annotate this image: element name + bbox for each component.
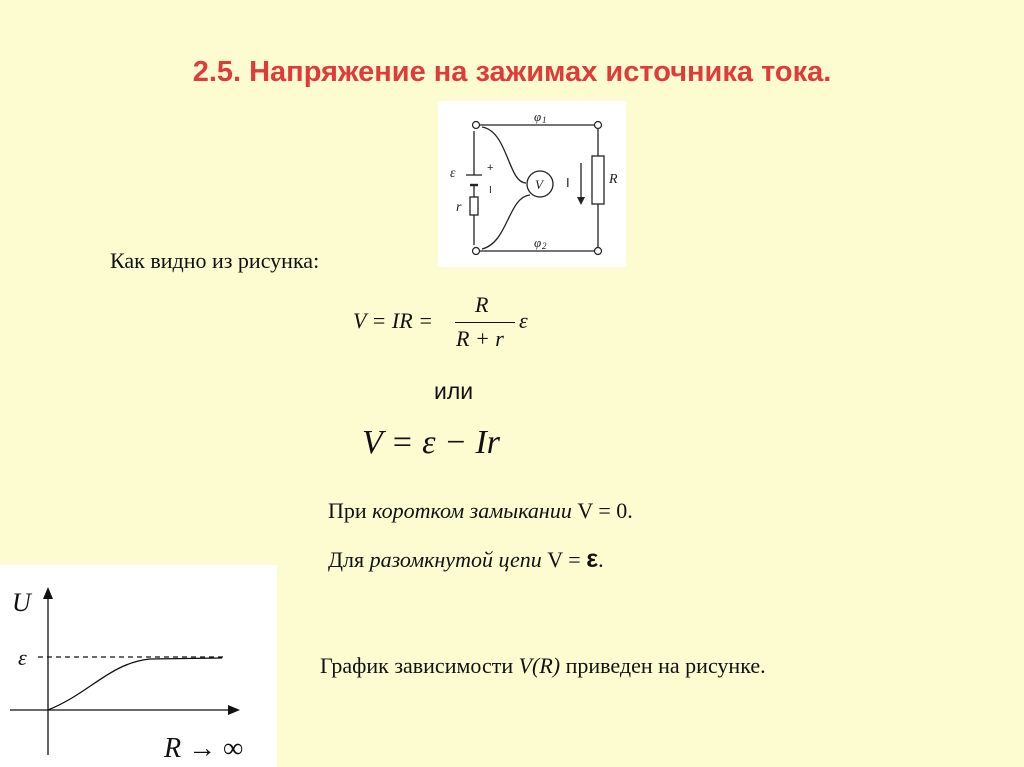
equation-2: V = ε − Ir (362, 424, 500, 461)
caption-prefix: График зависимости (320, 653, 519, 678)
circuit-diagram (438, 101, 626, 267)
caption-term: V(R) (518, 653, 561, 678)
fraction-numerator: R (475, 292, 489, 317)
plus-sign: + (487, 162, 494, 174)
resistor-label: R (609, 172, 618, 187)
open-circuit-term: разомкнутой цепи (369, 547, 542, 572)
current-label: I (566, 175, 570, 190)
fraction-denominator: R + r (456, 326, 504, 351)
graph-caption (320, 653, 766, 679)
short-circuit-suffix: V = 0. (571, 498, 633, 523)
phi1-sub: 1 (542, 115, 547, 125)
intro-text: Как видно из рисунка: (110, 248, 320, 273)
voltage-curve (48, 658, 222, 710)
voltmeter-label: V (535, 177, 543, 192)
or-text: или (434, 378, 474, 404)
y-axis-label: U (12, 588, 31, 617)
phi2-sub: 2 (542, 241, 547, 251)
fraction-bar (455, 322, 515, 323)
open-circuit-mid: V = (541, 547, 587, 572)
phi2-label: φ (534, 235, 542, 250)
open-circuit-suffix: . (598, 547, 604, 572)
short-circuit-prefix: При (328, 498, 373, 523)
voltage-graph (0, 565, 277, 767)
x-axis-arrow-icon (228, 705, 240, 715)
short-circuit-text (328, 498, 633, 524)
epsilon-label: ε (18, 645, 27, 670)
equation-1-lhs: V = IR = (353, 308, 433, 333)
caption-suffix: приведен на рисунке. (560, 653, 766, 678)
short-circuit-term: коротком замыкании (372, 498, 572, 523)
open-circuit-symbol: ε (586, 545, 599, 573)
resistance-r-label: r (456, 200, 462, 215)
phi1-label: φ (534, 109, 542, 124)
fraction-factor: ε (519, 308, 528, 333)
equation-1 (353, 292, 553, 356)
open-circuit-prefix: Для (328, 547, 370, 572)
y-axis-arrow-icon (43, 587, 53, 599)
x-axis-label: R → ∞ (164, 733, 244, 764)
slide-title: 2.5. Напряжение на зажимах источника тока. (192, 56, 832, 88)
minus-sign: I (489, 185, 492, 196)
emf-label: ε (450, 166, 456, 181)
open-circuit-text (328, 545, 604, 574)
